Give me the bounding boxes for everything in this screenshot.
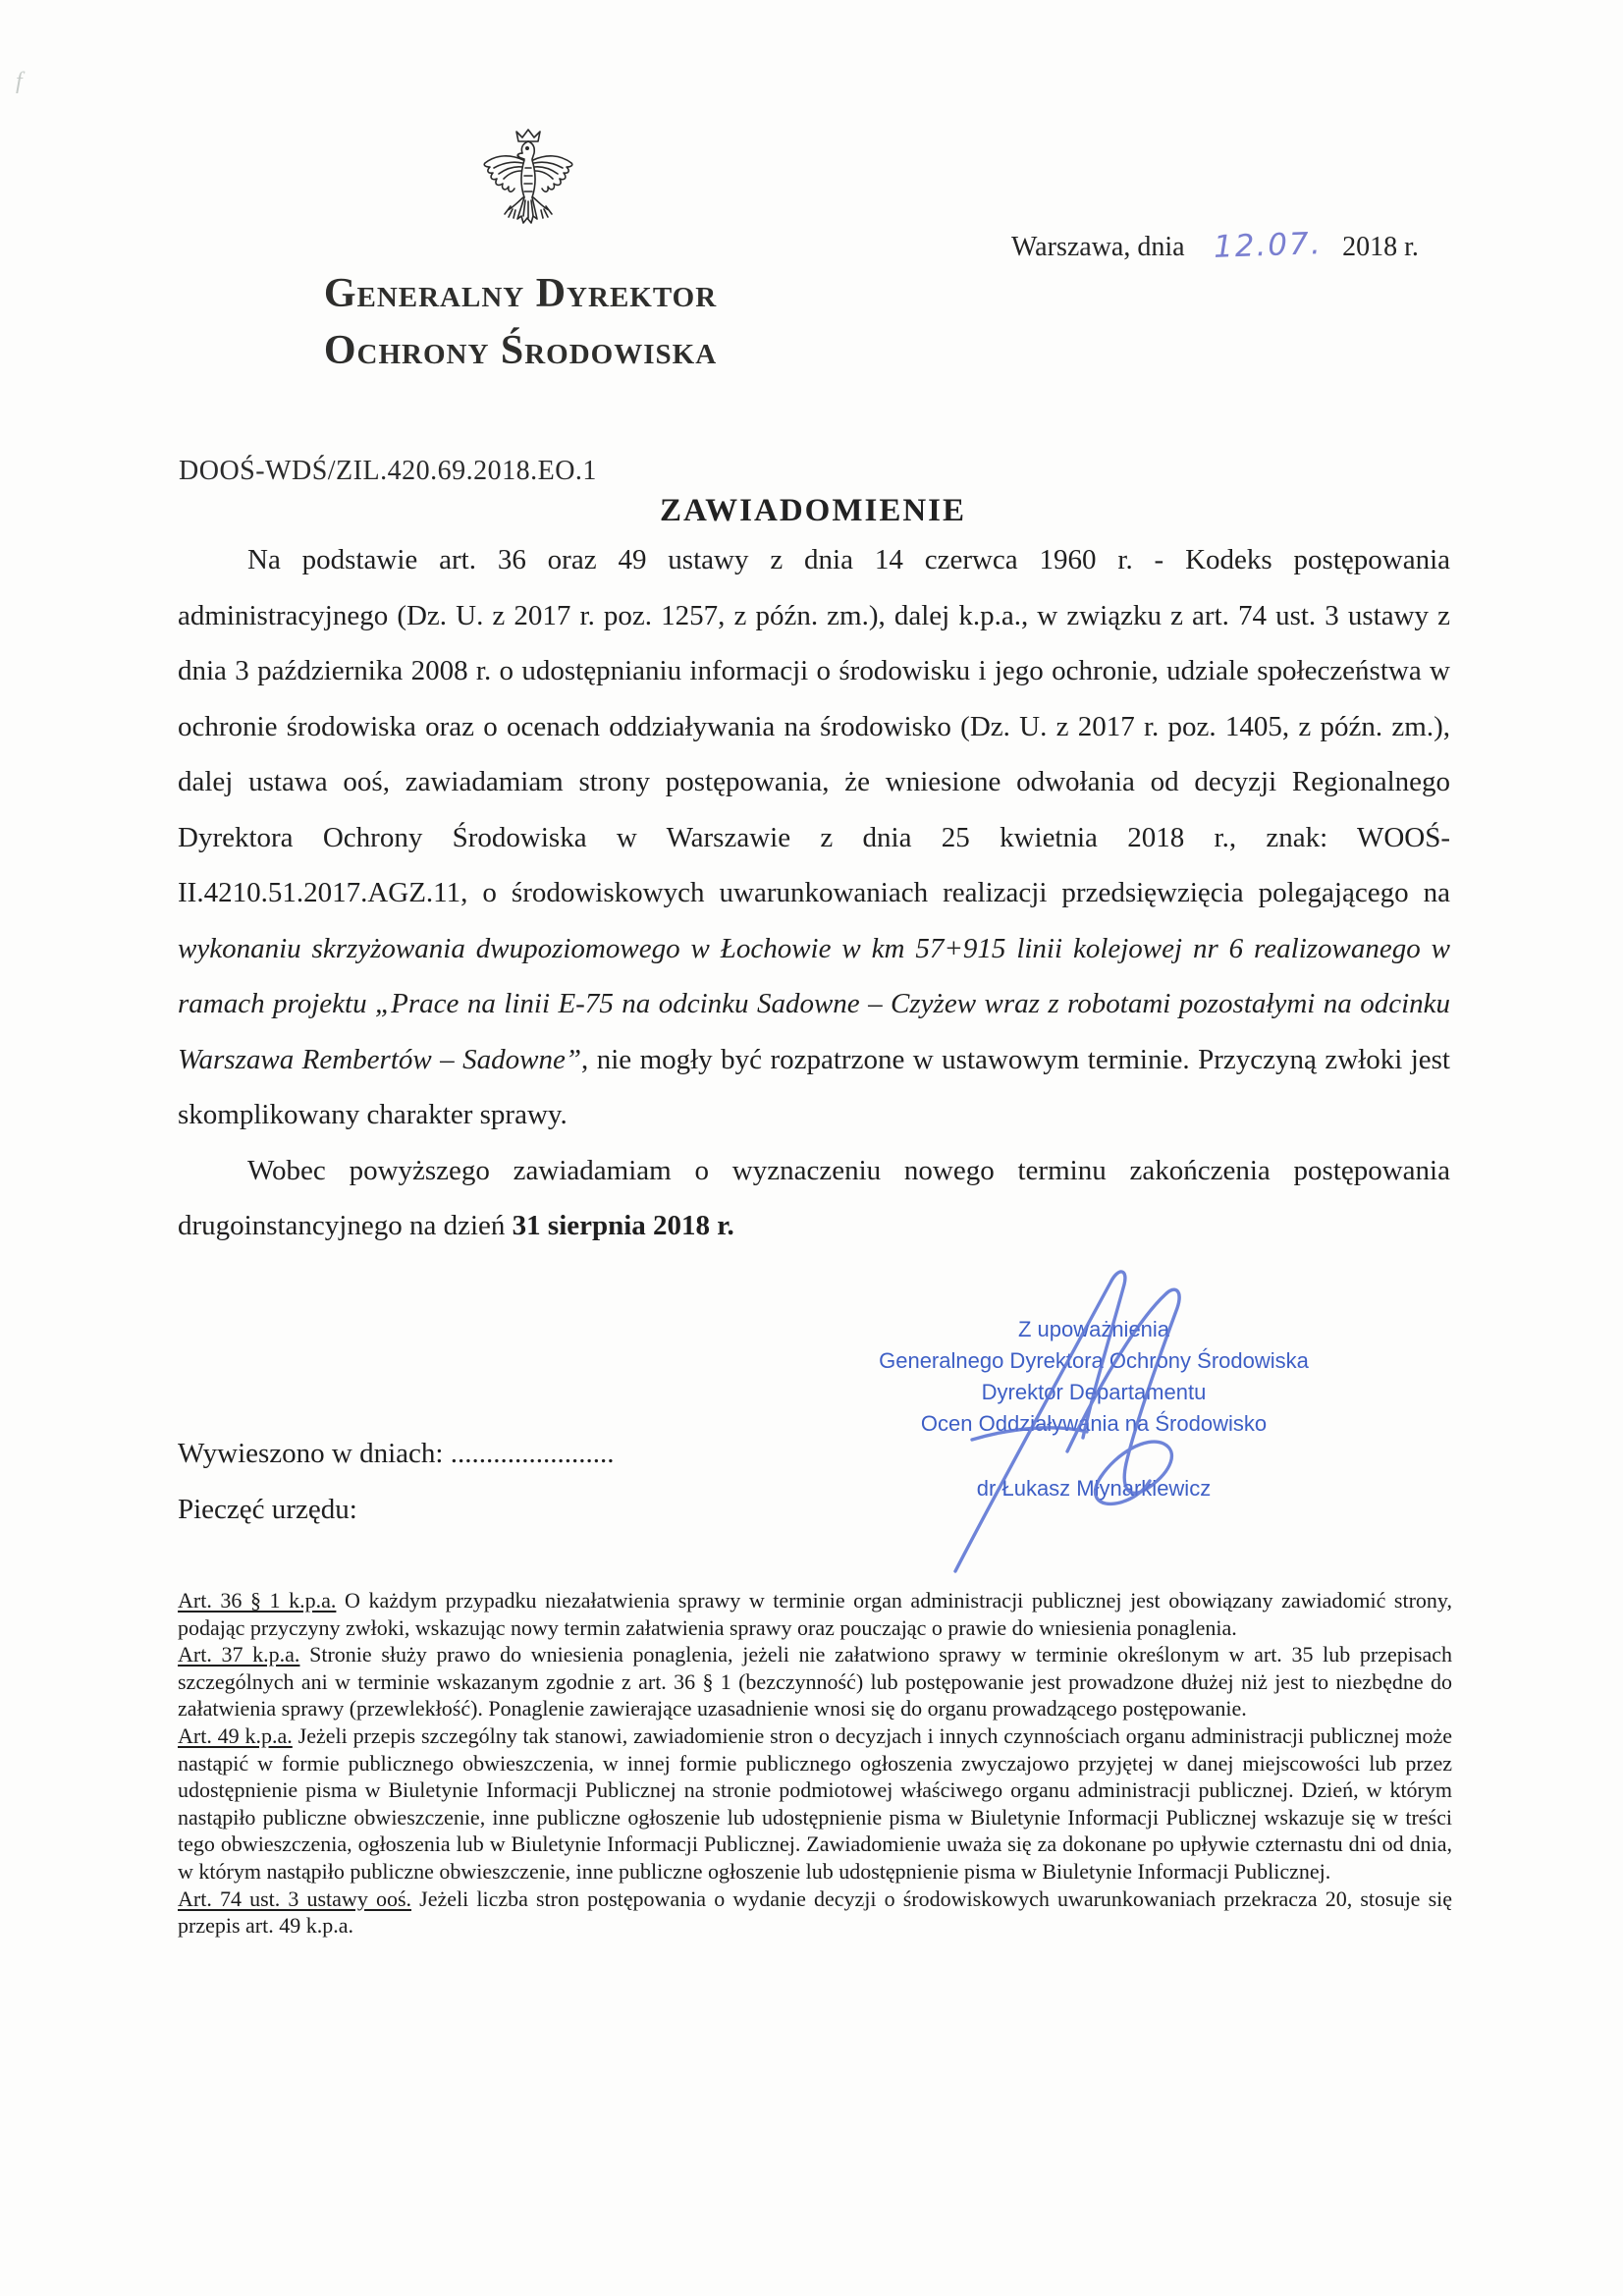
body-p1-italic-project-name: wykonaniu skrzyżowania dwupoziomowego w Łochowie w km 57+915 linii kolejowej nr 6 realizowanego w ramach projektu „Prace na linii E-75 na odcinku Sadowne – Czyżew wraz z robotami pozostałymi na odcinku Warszawa Rembertów – Sadowne”: [178, 932, 1450, 1075]
footnote-text: Jeżeli przepis szczególny tak stanowi, zawiadomienie stron o decyzjach i innych czynnościach organu administracji publicznej może nastąpić w formie publicznego obwieszczenia, w innej formie publicznego ogłoszenia zwyczajowo przyjętej w danej miejscowości lub przez udostępnienie pisma w Biuletynie Informacji Publicznej na stronie podmiotowej właściwego organu administracji publicznej. Dzień, w którym nastąpiło publiczne obwieszczenie, inne publiczne ogłoszenie lub udostępnienie pisma w Biuletynie Informacji Publicznej wskazuje się w treści tego obwieszczenia, ogłoszenia lub w Biuletynie Informacji Publicznej. Zawiadomienie uważa się za dokonane po upływie czternastu dni od dnia, w którym nastąpiło publiczne obwieszczenie, inne publiczne ogłoszenie lub udostępnienie pisma w Biuletynie Informacji Publicznej.: [178, 1722, 1452, 1884]
stamp-line2: Generalnego Dyrektora Ochrony Środowiska: [879, 1348, 1309, 1373]
body-paragraph-2: [178, 1143, 1450, 1254]
footnote-label: Art. 74 ust. 3 ustawy ooś.: [178, 1886, 412, 1911]
footnote-art-36: [178, 1587, 1452, 1641]
letterhead-org-name: [236, 265, 805, 379]
date-year: 2018 r.: [1342, 232, 1419, 262]
office-seal-label: Pieczęć urzędu:: [178, 1494, 357, 1525]
polish-eagle-emblem-icon: [477, 126, 579, 240]
body-p2-normal: Wobec powyższego zawiadamiam o wyznaczeniu nowego terminu zakończenia postępowania drugoinstancyjnego na dzień: [178, 1154, 1450, 1241]
date-place: Warszawa, dnia: [1011, 232, 1185, 262]
authorization-stamp: [858, 1314, 1329, 1504]
stamp-line3: Dyrektor Departamentu: [981, 1380, 1207, 1404]
posted-dates-label: Wywieszono w dniach:: [178, 1438, 451, 1469]
posted-dates-line: [178, 1426, 614, 1482]
posted-dates-blank: .......................: [450, 1438, 615, 1469]
stamp-line4: Ocen Oddziaływania na Środowisko: [920, 1411, 1268, 1436]
body-p1-normal: Na podstawie art. 36 oraz 49 ustawy z dnia 14 czerwca 1960 r. - Kodeks postępowania administracyjnego (Dz. U. z 2017 r. poz. 1257, z późn. zm.), dalej k.p.a., w związku z art. 74 ust. 3 ustawy z dnia 3 października 2008 r. o udostępnianiu informacji o środowisku i jego ochronie, udziale społeczeństwa w ochronie środowiska oraz o ocenach oddziaływania na środowisko (Dz. U. z 2017 r. poz. 1405, z późn. zm.), dalej ustawa ooś, zawiadamiam strony postępowania, że wniesione odwołania od decyzji Regionalnego Dyrektora Ochrony Środowiska w Warszawie z dnia 25 kwietnia 2018 r., znak: WOOŚ-II.4210.51.2017.AGZ.11, o środowiskowych uwarunkowaniach realizacji przedsięwzięcia polegającego na: [178, 544, 1450, 908]
body-paragraph-1: [178, 532, 1450, 1143]
footnote-text: Jeżeli liczba stron postępowania o wydanie decyzji o środowiskowych uwarunkowaniach przekracza 20, stosuje się przepis art. 49 k.p.a.: [178, 1886, 1453, 1939]
org-name-line2: Ochrony Środowiska: [323, 328, 718, 373]
legal-footnotes: [178, 1587, 1452, 1940]
footnote-label: Art. 49 k.p.a.: [178, 1722, 293, 1748]
document-title: ZAWIADOMIENIE: [659, 493, 967, 528]
footnote-art-74: [178, 1886, 1452, 1940]
footnote-label: Art. 36 § 1 k.p.a.: [178, 1588, 337, 1613]
footnote-text: Stronie służy prawo do wniesienia ponaglenia, jeżeli nie załatwiono sprawy w terminie określonym w art. 35 lub przepisach szczególnych ani w terminie wskazanym zgodnie z art. 36 § 1 (bezczynność) lub postępowanie jest prowadzone dłużej niż jest to niezbędne do załatwienia sprawy (przewlekłość). Ponaglenie zawierające uzasadnienie wnosi się do organu prowadzącego postępowanie.: [178, 1642, 1452, 1722]
posting-block: [178, 1426, 614, 1538]
footnote-art-37: [178, 1641, 1452, 1722]
footnote-text: O każdym przypadku niezałatwienia sprawy w terminie organ administracji publicznej jest obowiązany zawiadomić strony, podając przyczyny zwłoki, wskazując nowy termin załatwienia sprawy oraz pouczając o prawie do wniesienia ponaglenia.: [178, 1588, 1452, 1640]
handwritten-date: 12.07.: [1212, 226, 1323, 265]
footnote-art-49: [178, 1722, 1452, 1886]
footnote-label: Art. 37 k.p.a.: [178, 1642, 300, 1667]
signer-name: dr Łukasz Młynarkiewicz: [976, 1476, 1212, 1501]
scan-artifact: f: [16, 69, 23, 94]
body-p1-closing: , nie mogły być rozpatrzone w ustawowym terminie. Przyczyną zwłoki jest skomplikowany charakter sprawy.: [178, 1043, 1450, 1130]
reference-number: DOOŚ-WDŚ/ZIL.420.69.2018.EO.1: [179, 456, 597, 486]
date-line: [1011, 228, 1419, 263]
org-name-line1: Generalny Dyrektor: [323, 271, 718, 316]
body-p2-deadline-date: 31 sierpnia 2018 r.: [512, 1210, 734, 1241]
stamp-line1: Z upoważnienia: [1017, 1317, 1170, 1341]
letter-body: [178, 532, 1450, 1254]
